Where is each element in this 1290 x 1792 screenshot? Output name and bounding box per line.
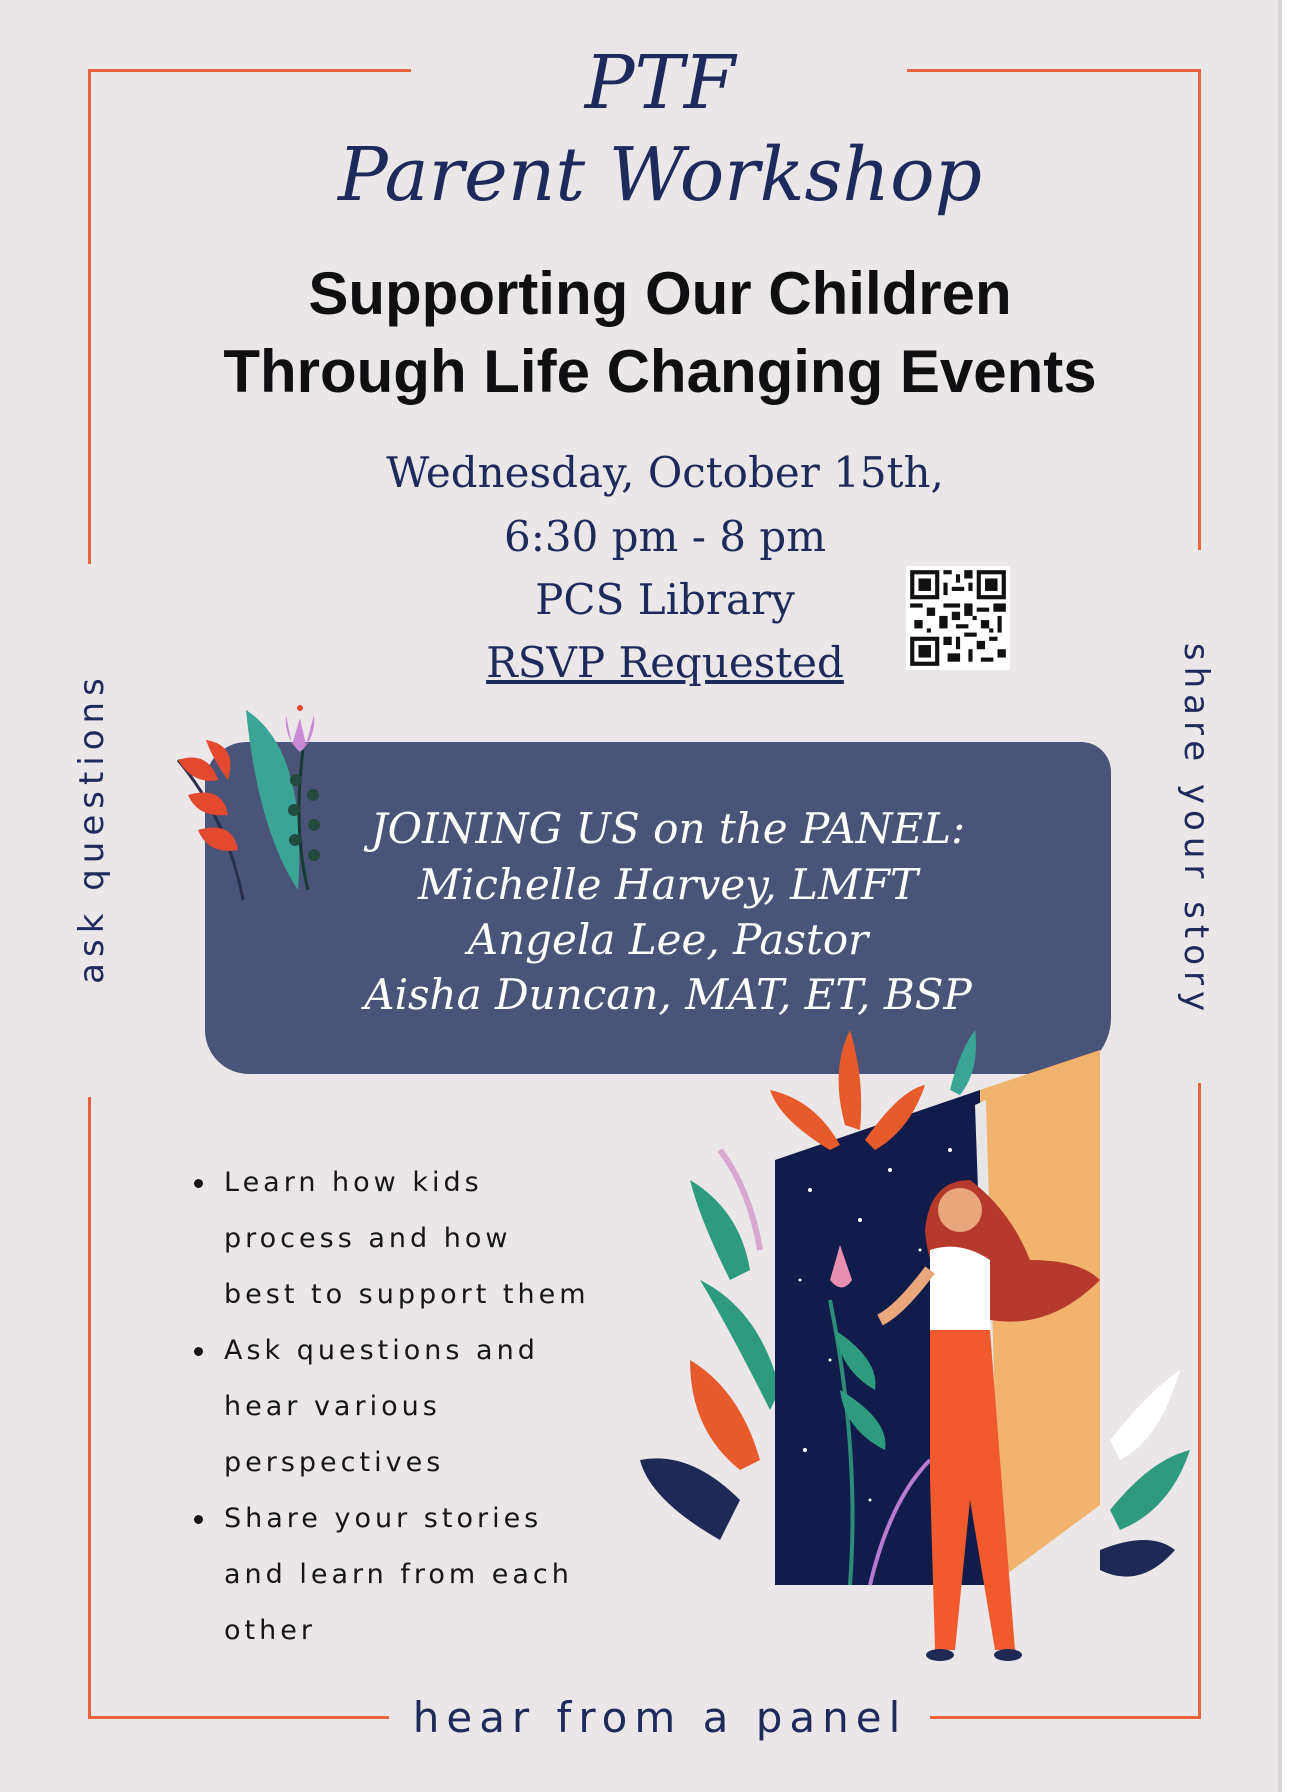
title-parent-workshop: Parent Workshop <box>337 132 983 218</box>
event-time: 6:30 pm - 8 pm <box>503 512 827 561</box>
frame-left-bottom <box>88 1097 91 1719</box>
title-ptf: PTF <box>584 40 736 126</box>
side-text-share-your-story: share your story <box>1176 642 1216 1018</box>
bottom-text-hear-from-a-panel: hear from a panel <box>412 1693 908 1742</box>
event-location: PCS Library <box>535 575 795 624</box>
bullet-item-3: Share your stories and learn from each other <box>190 1491 650 1659</box>
bullet-list <box>190 1155 650 1659</box>
side-text-ask-questions: ask questions <box>72 672 112 984</box>
rsvp-link[interactable]: RSVP Requested <box>486 638 844 687</box>
decorative-plant-icon <box>168 690 348 910</box>
bullet-item-2: Ask questions and hear various perspectives <box>190 1323 650 1491</box>
headline-line-1: Supporting Our Children <box>308 260 1012 327</box>
qr-code-icon[interactable] <box>906 566 1010 670</box>
headline-line-2: Through Life Changing Events <box>223 338 1097 405</box>
panel-heading: JOINING US on the PANEL: <box>370 804 966 853</box>
panel-member-3: Aisha Duncan, MAT, ET, BSP <box>364 970 972 1019</box>
bullet-item-1: Learn how kids process and how best to support them <box>190 1155 650 1323</box>
panel-member-1: Michelle Harvey, LMFT <box>417 860 919 909</box>
event-date: Wednesday, October 15th, <box>386 448 944 497</box>
panel-member-2: Angela Lee, Pastor <box>467 915 869 964</box>
open-book-illustration <box>630 1030 1200 1690</box>
